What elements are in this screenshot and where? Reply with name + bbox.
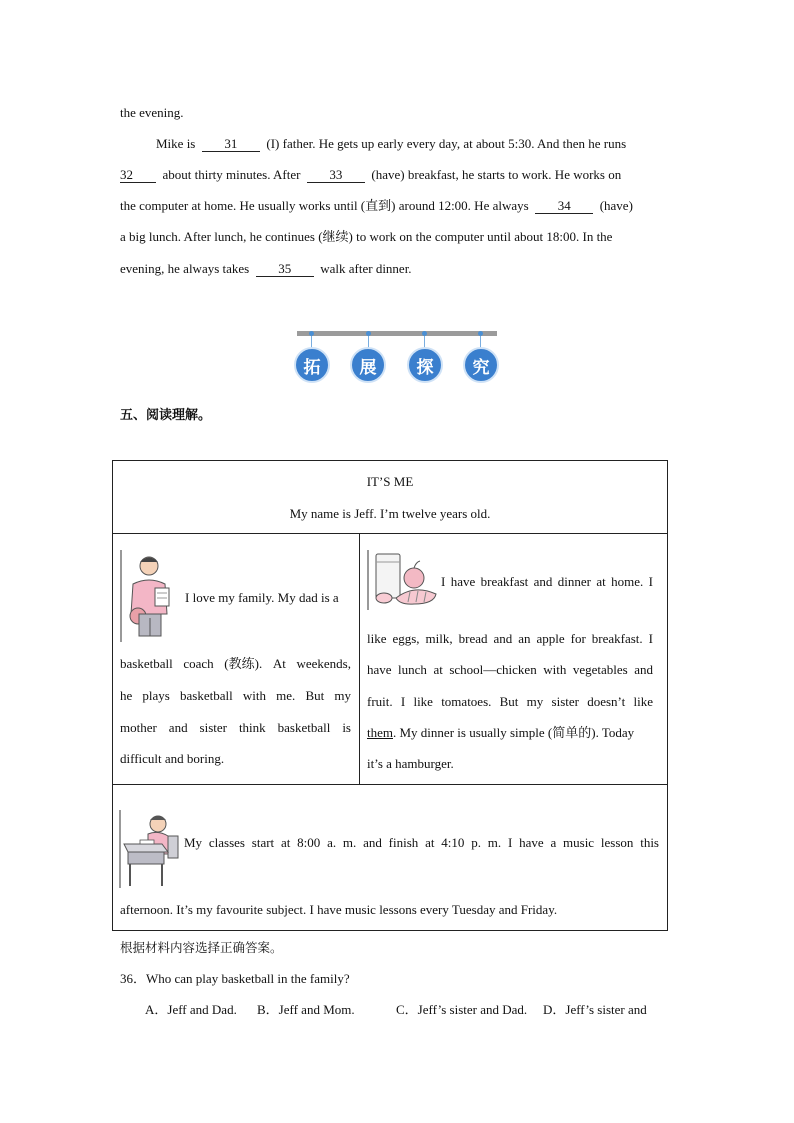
left-line: basketball coach (教练). At weekends, bbox=[120, 656, 351, 671]
question-36: 36．Who can play basketball in the family? bbox=[120, 971, 350, 986]
banner-badge: 展 bbox=[350, 347, 386, 383]
left-line: he plays basketball with me. But my bbox=[120, 688, 351, 703]
passage-line: the evening. bbox=[120, 105, 184, 120]
right-line: have lunch at school—chicken with vegetables and bbox=[367, 662, 653, 677]
section-heading: 五、阅读理解。 bbox=[120, 408, 212, 423]
right-line: it’s a hamburger. bbox=[367, 756, 454, 771]
blank-31[interactable]: 31 bbox=[202, 137, 260, 152]
left-line: difficult and boring. bbox=[120, 751, 225, 766]
passage-line: the computer at home. He usually works until (直到) around 12:00. He always 34 (have) bbox=[120, 198, 633, 213]
banner-badge: 究 bbox=[463, 347, 499, 383]
left-line: I love my family. My dad is a bbox=[185, 590, 339, 605]
reading-title: IT’S ME bbox=[366, 474, 414, 489]
bottom-line: afternoon. It’s my favourite subject. I have music lessons every Tuesday and Friday. bbox=[120, 902, 558, 917]
blank-34[interactable]: 34 bbox=[535, 199, 593, 214]
right-line: like eggs, milk, bread and an apple for breakfast. I bbox=[367, 631, 653, 646]
reading-intro: My name is Jeff. I’m twelve years old. bbox=[289, 506, 491, 521]
instruction: 根据材料内容选择正确答案。 bbox=[120, 940, 283, 955]
banner-badge: 拓 bbox=[294, 347, 330, 383]
passage-line: 32 about thirty minutes. After 33 (have) breakfast, he starts to work. He works on bbox=[120, 167, 622, 182]
option-a[interactable]: A．Jeff and Dad. bbox=[145, 1002, 237, 1017]
table-divider bbox=[112, 533, 668, 534]
passage-line: evening, he always takes 35 walk after dinner. bbox=[120, 261, 412, 276]
right-line: them. My dinner is usually simple (简单的). Today bbox=[367, 725, 635, 740]
student-desk-picture bbox=[118, 808, 184, 890]
option-c[interactable]: C．Jeff’s sister and Dad. bbox=[396, 1002, 528, 1017]
option-d[interactable]: D．Jeff’s sister and bbox=[543, 1002, 647, 1017]
passage-line: a big lunch. After lunch, he continues (继续) to work on the computer until about 18:00. In the bbox=[120, 229, 613, 244]
breakfast-picture bbox=[366, 548, 438, 612]
banner-badge: 探 bbox=[407, 347, 443, 383]
blank-33[interactable]: 33 bbox=[307, 168, 365, 183]
blank-32[interactable]: 32 bbox=[120, 168, 156, 183]
option-b[interactable]: B．Jeff and Mom. bbox=[257, 1002, 355, 1017]
blank-35[interactable]: 35 bbox=[256, 262, 314, 277]
left-line: mother and sister think basketball is bbox=[120, 720, 351, 735]
banner-bar bbox=[297, 331, 497, 336]
table-divider bbox=[359, 533, 360, 784]
dad-coach-picture bbox=[119, 548, 183, 644]
passage-line: Mike is 31 (I) father. He gets up early every day, at about 5:30. And then he runs bbox=[156, 136, 627, 151]
underlined-word: them bbox=[367, 725, 393, 740]
bottom-line: My classes start at 8:00 a. m. and finish at 4:10 p. m. I have a music lesson this bbox=[184, 835, 659, 850]
right-line: fruit. I like tomatoes. But my sister doesn’t like bbox=[367, 694, 653, 709]
table-divider bbox=[112, 784, 668, 785]
right-line: I have breakfast and dinner at home. I bbox=[441, 574, 653, 589]
